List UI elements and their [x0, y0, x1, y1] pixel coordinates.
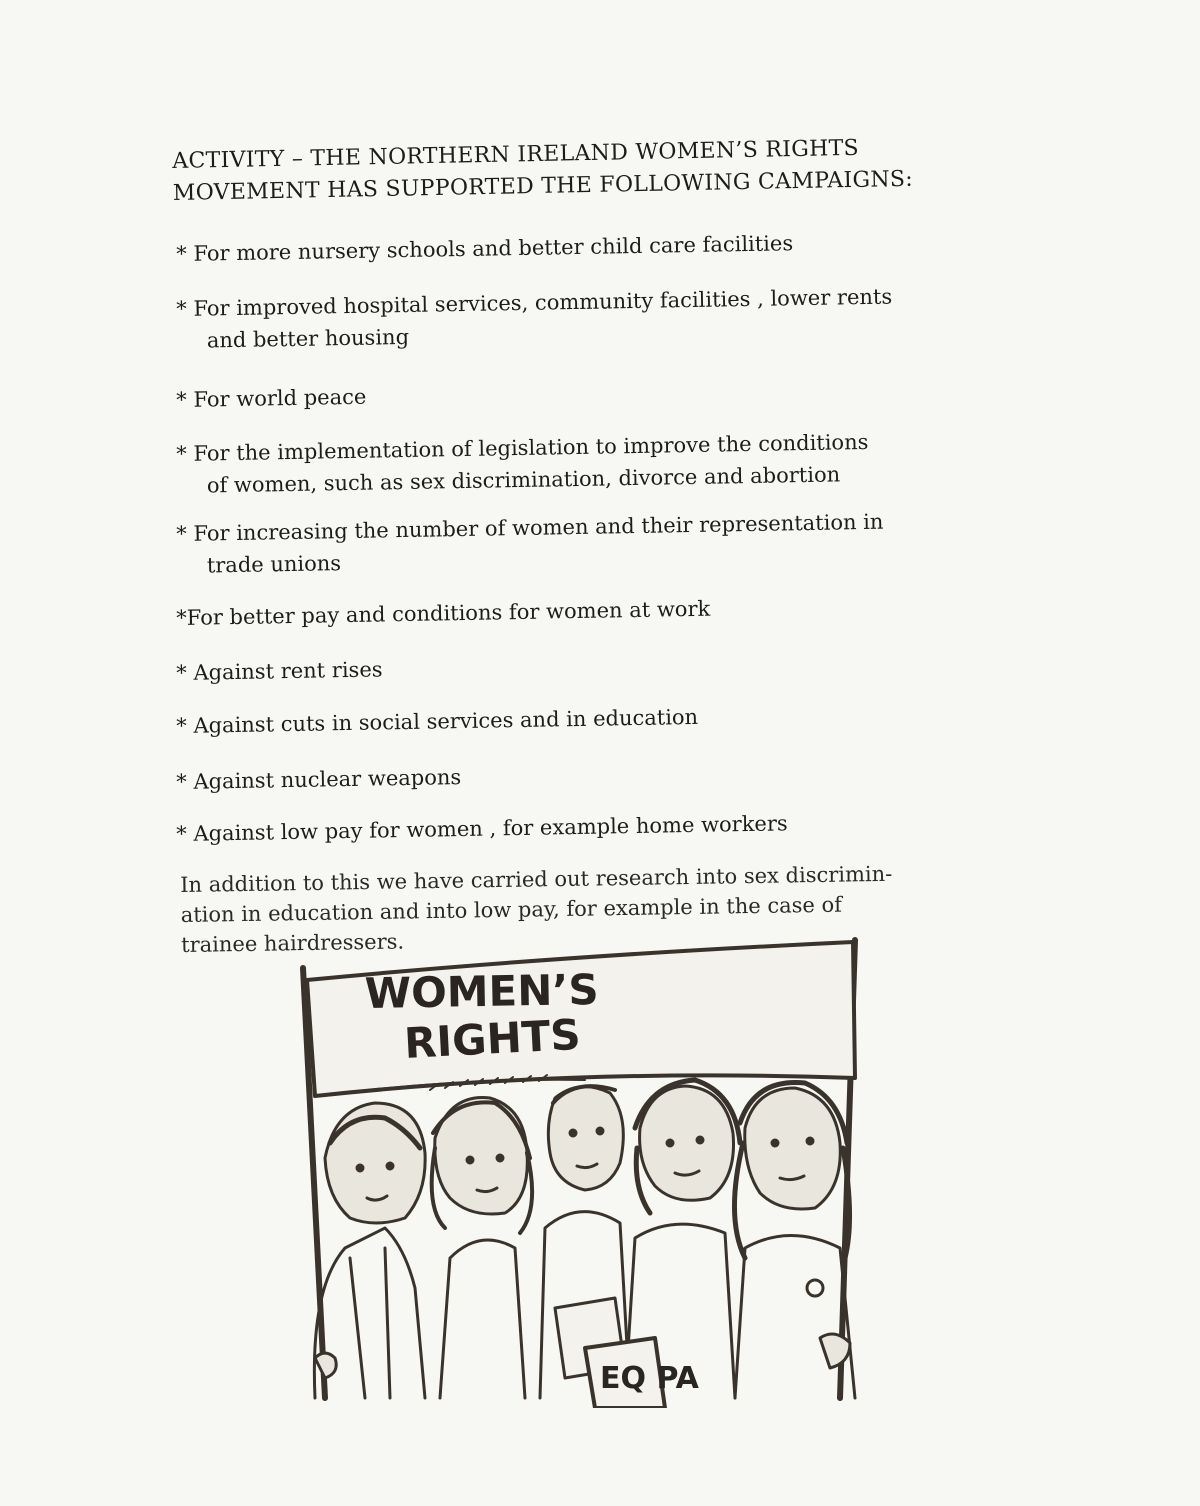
campaign-text-continued: trade unions: [206, 551, 342, 578]
campaign-text: * For improved hospital services, community facilities , lower rents: [176, 284, 893, 321]
research-line-2: ation in education and into low pay, for example in the case of: [180, 892, 843, 927]
banner-text-line-2: RIGHTS: [402, 1009, 582, 1068]
campaign-item: [176, 223, 1036, 270]
campaign-text: * For the implementation of legislation to improve the conditions: [176, 429, 869, 466]
campaign-item: [176, 751, 1036, 798]
campaign-text: * Against rent rises: [176, 657, 383, 685]
research-line-1: In addition to this we have carried out research into sex discrimin-: [180, 861, 893, 897]
heading-line-1: ACTIVITY – THE NORTHERN IRELAND WOMEN’S RIGHTS: [172, 135, 860, 174]
page-heading: [172, 129, 1033, 209]
campaign-item: [176, 278, 1037, 357]
campaign-text: * For more nursery schools and better child care facilities: [176, 231, 794, 266]
campaign-item: [176, 369, 1036, 416]
womens-rights-march-illustration: [255, 928, 895, 1408]
heading-line-2: MOVEMENT HAS SUPPORTED THE FOLLOWING CAMPAIGNS:: [172, 166, 914, 206]
campaign-text: *For better pay and conditions for women at work: [176, 596, 711, 630]
campaign-text: * For world peace: [176, 384, 367, 412]
research-line-3: trainee hairdressers.: [180, 929, 405, 957]
campaign-item: [176, 587, 1036, 634]
campaign-text-continued: and better housing: [206, 324, 410, 353]
campaign-item: [176, 423, 1037, 502]
campaign-text: * Against nuclear weapons: [176, 765, 462, 794]
campaign-text-continued: of women, such as sex discrimination, divorce and abortion: [206, 462, 841, 498]
banner-text-line-1: WOMEN’S: [364, 964, 600, 1018]
campaign-text: * For increasing the number of women and their representation in: [176, 509, 884, 546]
campaign-item: [176, 803, 1036, 850]
campaign-text: * Against low pay for women , for example home workers: [176, 811, 788, 846]
placard-text: EQ PA: [600, 1361, 699, 1396]
campaign-text: * Against cuts in social services and in education: [176, 704, 699, 738]
campaign-item: [176, 642, 1036, 689]
campaign-item: [176, 503, 1037, 582]
campaign-item: [176, 695, 1036, 742]
